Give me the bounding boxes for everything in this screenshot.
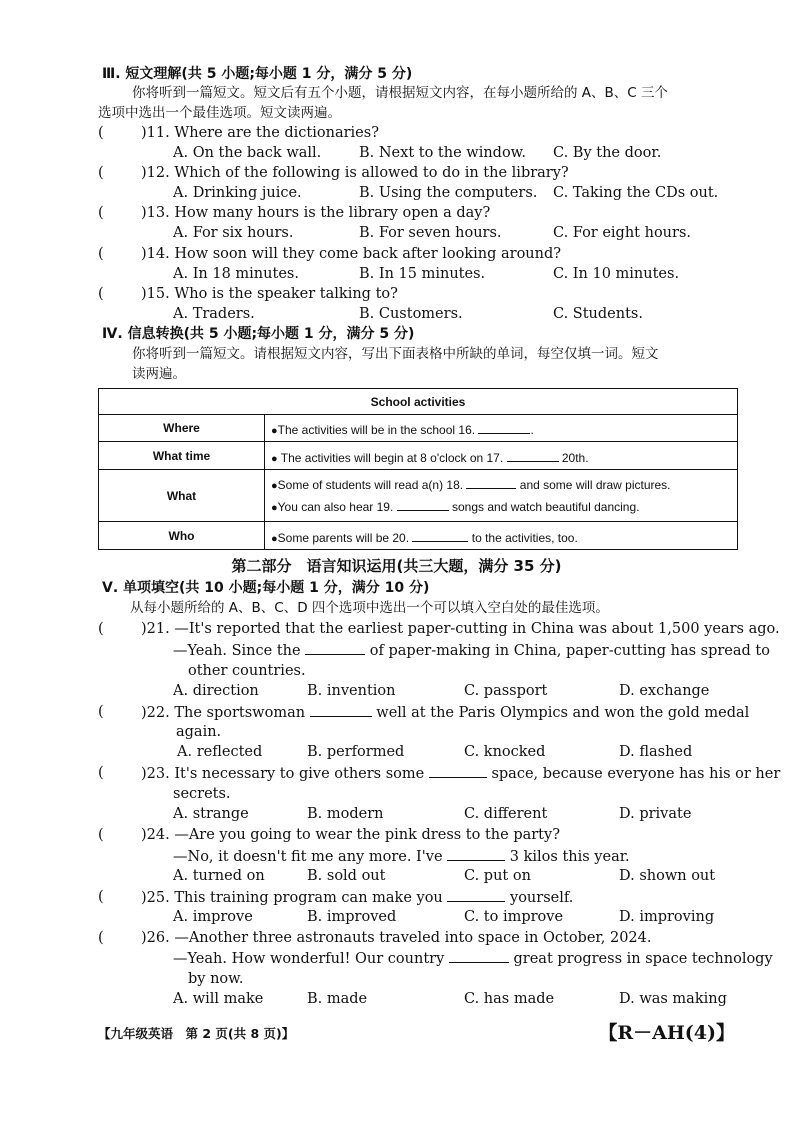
question-21-line2: —Yeah. Since the of paper-making in China, paper-cutting has spread to xyxy=(173,640,770,661)
question-26-option-a: A. will make xyxy=(173,991,264,1007)
table-cell-who: ●Some parents will be 20. to the activities, too. xyxy=(265,522,738,550)
question-23-option-b: B. modern xyxy=(307,806,384,822)
question-12-option-b: B. Using the computers. xyxy=(359,185,538,201)
bullet-icon: ● xyxy=(271,532,278,545)
question-15-option-b: B. Customers. xyxy=(359,306,463,322)
question-24-option-b: B. sold out xyxy=(307,868,386,884)
answer-bracket-21[interactable]: ( xyxy=(98,621,104,637)
question-26-line2: —Yeah. How wonderful! Our country great progress in space technology xyxy=(173,948,773,969)
question-13-stem: )13. How many hours is the library open a day? xyxy=(141,205,491,221)
answer-bracket-13[interactable]: ( xyxy=(98,205,104,221)
section-3-instruction-line2: 选项中选出一个最佳选项。短文读两遍。 xyxy=(98,105,341,121)
table-row-label-who: Who xyxy=(99,522,265,550)
answer-bracket-22[interactable]: ( xyxy=(98,704,104,720)
table-cell-what: ●Some of students will read a(n) 18. and some will draw pictures. ●You can also hear 19. songs and watch beautiful dancing. xyxy=(265,470,738,522)
blank-21[interactable] xyxy=(305,640,365,655)
question-26-line3: by now. xyxy=(188,971,244,987)
bullet-icon: ● xyxy=(271,425,278,437)
question-12-stem: )12. Which of the following is allowed to do in the library? xyxy=(141,165,569,181)
table-row-label-where: Where xyxy=(99,415,265,442)
question-23-option-d: D. private xyxy=(619,806,692,822)
table-row-label-what: What xyxy=(99,470,265,522)
question-12-option-c: C. Taking the CDs out. xyxy=(553,185,719,201)
question-24-line2: —No, it doesn't fit me any more. I've 3 kilos this year. xyxy=(173,846,630,867)
table-title: School activities xyxy=(99,389,738,415)
answer-bracket-11[interactable]: ( xyxy=(98,125,104,141)
question-14-option-a: A. In 18 minutes. xyxy=(173,266,299,282)
answer-bracket-23[interactable]: ( xyxy=(98,765,104,781)
question-13-option-b: B. For seven hours. xyxy=(359,225,502,241)
question-21-option-b: B. invention xyxy=(307,683,396,699)
school-activities-table xyxy=(98,388,738,550)
section-3-instruction-line1: 你将听到一篇短文。短文后有五个小题，请根据短文内容，在每小题所给的 A、B、C 三个 xyxy=(132,85,669,101)
table-cell-where: ●The activities will be in the school 16. . xyxy=(265,415,738,442)
question-21-option-a: A. direction xyxy=(173,683,259,699)
question-22-option-c: C. knocked xyxy=(464,744,546,760)
question-14-stem: )14. How soon will they come back after looking around? xyxy=(141,246,562,262)
question-15-option-c: C. Students. xyxy=(553,306,643,322)
question-11-option-b: B. Next to the window. xyxy=(359,145,526,161)
section-4-heading: Ⅳ. 信息转换(共 5 小题;每小题 1 分，满分 5 分) xyxy=(102,326,415,342)
question-23-line1: )23. It's necessary to give others some space, because everyone has his or her xyxy=(141,763,780,784)
question-21-option-d: D. exchange xyxy=(619,683,710,699)
question-26-line1: )26. —Another three astronauts traveled into space in October, 2024. xyxy=(141,930,652,946)
part-2-title: 第二部分 语言知识运用(共三大题，满分 35 分) xyxy=(231,557,562,575)
blank-19[interactable] xyxy=(397,496,449,511)
blank-22[interactable] xyxy=(310,702,372,717)
question-12-option-a: A. Drinking juice. xyxy=(173,185,302,201)
bullet-icon: ● xyxy=(271,501,278,514)
question-25-option-a: A. improve xyxy=(173,909,253,925)
question-23-option-c: C. different xyxy=(464,806,548,822)
table-cell-what-time: ● The activities will begin at 8 o'clock on 17. 20th. xyxy=(265,442,738,470)
blank-26[interactable] xyxy=(449,948,509,963)
blank-17[interactable] xyxy=(507,447,559,462)
section-5-heading: Ⅴ. 单项填空(共 10 小题;每小题 1 分，满分 10 分) xyxy=(102,580,430,596)
question-25-line1: )25. This training program can make you yourself. xyxy=(141,887,573,908)
question-22-option-b: B. performed xyxy=(307,744,405,760)
question-25-option-d: D. improving xyxy=(619,909,715,925)
question-26-option-c: C. has made xyxy=(464,991,555,1007)
bullet-icon: ● xyxy=(271,452,278,465)
page-footer-code: 【R－AH(4)】 xyxy=(598,1022,735,1044)
question-15-option-a: A. Traders. xyxy=(173,306,255,322)
question-25-option-c: C. to improve xyxy=(464,909,564,925)
page-footer-left: 【九年级英语 第 2 页(共 8 页)】 xyxy=(98,1026,295,1041)
blank-25[interactable] xyxy=(447,887,505,902)
question-23-line2: secrets. xyxy=(173,786,231,802)
answer-bracket-14[interactable]: ( xyxy=(98,246,104,262)
question-22-option-d: D. flashed xyxy=(619,744,693,760)
answer-bracket-24[interactable]: ( xyxy=(98,827,104,843)
question-22-line1: )22. The sportswoman well at the Paris Olympics and won the gold medal xyxy=(141,702,749,723)
answer-bracket-15[interactable]: ( xyxy=(98,286,104,302)
question-14-option-b: B. In 15 minutes. xyxy=(359,266,486,282)
blank-18[interactable] xyxy=(466,474,516,489)
answer-bracket-25[interactable]: ( xyxy=(98,889,104,905)
question-14-option-c: C. In 10 minutes. xyxy=(553,266,680,282)
question-23-option-a: A. strange xyxy=(173,806,249,822)
answer-bracket-12[interactable]: ( xyxy=(98,165,104,181)
section-5-instruction: 从每小题所给的 A、B、C、D 四个选项中选出一个可以填入空白处的最佳选项。 xyxy=(130,600,609,616)
question-24-line1: )24. —Are you going to wear the pink dress to the party? xyxy=(141,827,560,843)
question-24-option-c: C. put on xyxy=(464,868,531,884)
question-15-stem: )15. Who is the speaker talking to? xyxy=(141,286,398,302)
question-11-stem: )11. Where are the dictionaries? xyxy=(141,125,379,141)
section-3-heading: Ⅲ. 短文理解(共 5 小题;每小题 1 分，满分 5 分) xyxy=(102,66,413,82)
section-4-instruction-line2: 读两遍。 xyxy=(132,366,186,382)
bullet-icon: ● xyxy=(271,479,278,492)
question-21-line3: other countries. xyxy=(188,663,306,679)
question-25-option-b: B. improved xyxy=(307,909,397,925)
question-24-option-a: A. turned on xyxy=(173,868,265,884)
blank-20[interactable] xyxy=(412,527,468,542)
question-22-option-a: A. reflected xyxy=(177,744,263,760)
table-row-label-what-time: What time xyxy=(99,442,265,470)
section-4-instruction-line1: 你将听到一篇短文。请根据短文内容，写出下面表格中所缺的单词，每空仅填一词。短文 xyxy=(132,346,659,362)
question-21-option-c: C. passport xyxy=(464,683,548,699)
question-13-option-c: C. For eight hours. xyxy=(553,225,691,241)
question-26-option-b: B. made xyxy=(307,991,368,1007)
blank-16[interactable] xyxy=(478,419,530,434)
question-26-option-d: D. was making xyxy=(619,991,727,1007)
blank-23[interactable] xyxy=(429,763,487,778)
question-13-option-a: A. For six hours. xyxy=(173,225,294,241)
question-21-line1: )21. —It's reported that the earliest paper-cutting in China was about 1,500 years ago. xyxy=(141,621,780,637)
blank-24[interactable] xyxy=(447,846,505,861)
question-11-option-a: A. On the back wall. xyxy=(173,145,322,161)
question-11-option-c: C. By the door. xyxy=(553,145,662,161)
question-22-line2: again. xyxy=(176,724,222,740)
answer-bracket-26[interactable]: ( xyxy=(98,930,104,946)
question-24-option-d: D. shown out xyxy=(619,868,716,884)
